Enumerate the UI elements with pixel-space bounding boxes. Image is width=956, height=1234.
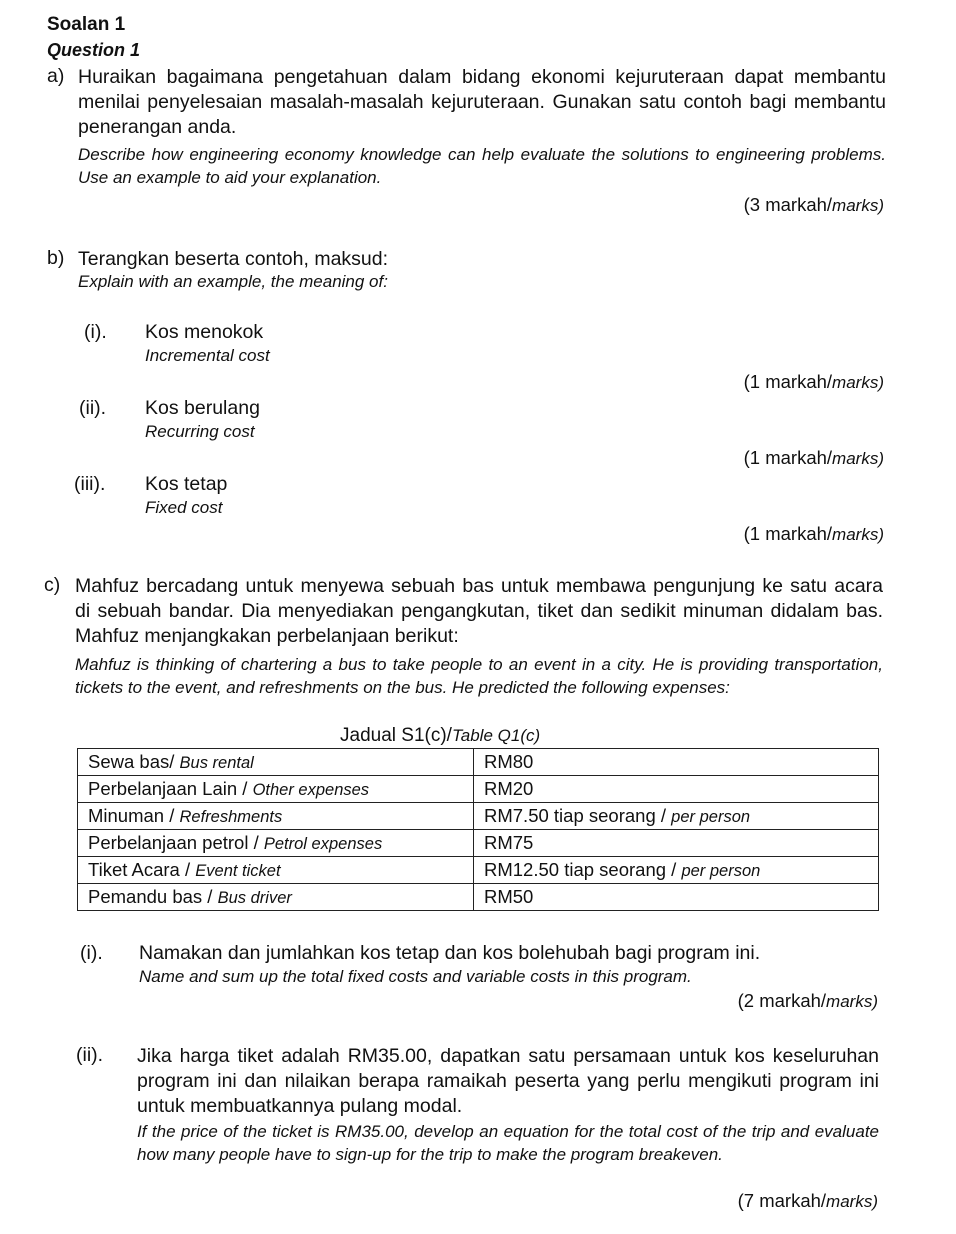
part-a-text-en: Describe how engineering economy knowledge can help evaluate the solutions to engineering problems. Use an example to aid your explanation. (78, 145, 886, 187)
table-row (78, 776, 879, 803)
part-b-item-term-en: Incremental cost (145, 346, 270, 365)
part-b-item-term-en: Fixed cost (145, 498, 223, 517)
part-b-item-term-en: Recurring cost (145, 422, 255, 441)
table-row (78, 803, 879, 830)
part-b-item-term: Kos menokok (145, 321, 264, 343)
expense-item: Perbelanjaan Lain / Other expenses (78, 776, 474, 803)
part-b-item-num: (i). (84, 321, 107, 343)
part-b-item-marks: (1 markah/marks) (743, 523, 884, 544)
expense-cost: RM12.50 tiap seorang / per person (474, 857, 879, 884)
part-b-item-term: Kos berulang (145, 397, 260, 419)
part-c-item-text-en: If the price of the ticket is RM35.00, develop an equation for the total cost of the trip and evaluate how many people have to sign-up for the trip to make the program breakeven. (137, 1122, 879, 1164)
question-title: Soalan 1 (47, 14, 126, 35)
expense-cost: RM50 (474, 884, 879, 911)
expense-cost: RM80 (474, 749, 879, 776)
part-b-item-term: Kos tetap (145, 473, 228, 495)
table-row (78, 884, 879, 911)
expense-item: Pemandu bas / Bus driver (78, 884, 474, 911)
part-c-item-marks: (2 markah/marks) (737, 990, 878, 1011)
expense-cost: RM75 (474, 830, 879, 857)
expense-table (77, 748, 879, 911)
expense-item: Tiket Acara / Event ticket (78, 857, 474, 884)
part-b-item-num: (ii). (79, 397, 107, 419)
expense-item: Sewa bas/ Bus rental (78, 749, 474, 776)
part-b-text: Terangkan beserta contoh, maksud: (78, 248, 389, 270)
part-c-item-num: (i). (80, 942, 103, 964)
part-b-text-en: Explain with an example, the meaning of: (78, 272, 388, 291)
part-c-label: c) (44, 574, 61, 596)
part-b-item-num: (iii). (74, 473, 106, 495)
table-row (78, 749, 879, 776)
part-c-item-num: (ii). (76, 1044, 104, 1066)
part-c-item-text: Jika harga tiket adalah RM35.00, dapatkan satu persamaan untuk kos keseluruhan program ini dan nilaikan berapa ramaikah peserta yang perlu mengikuti program ini untuk membuatkannya pulang modal. (137, 1045, 879, 1117)
expense-cost: RM20 (474, 776, 879, 803)
part-a-text: Huraikan bagaimana pengetahuan dalam bidang ekonomi kejuruteraan dapat membantu menilai penyelesaian masalah-masalah kejuruteraan. Gunakan satu contoh bagi membantu penerangan anda. (78, 66, 886, 138)
part-c-text: Mahfuz bercadang untuk menyewa sebuah bas untuk membawa pengunjung ke satu acara di sebuah bandar. Dia menyediakan pengangkutan, tiket dan sedikit minuman didalam bas. Mahfuz menjangkakan perbelanjaan berikut: (75, 575, 883, 647)
part-c-item-text-en: Name and sum up the total fixed costs and variable costs in this program. (139, 967, 692, 986)
question-title-en: Question 1 (47, 40, 141, 60)
expense-cost: RM7.50 tiap seorang / per person (474, 803, 879, 830)
part-b-label: b) (47, 247, 65, 269)
part-c-item-text: Namakan dan jumlahkan kos tetap dan kos bolehubah bagi program ini. (139, 942, 761, 964)
part-a-marks: (3 markah/marks) (743, 194, 884, 215)
part-a-label: a) (47, 65, 65, 87)
expense-item: Perbelanjaan petrol / Petrol expenses (78, 830, 474, 857)
expense-item: Minuman / Refreshments (78, 803, 474, 830)
part-b-item-marks: (1 markah/marks) (743, 447, 884, 468)
part-c-item-marks: (7 markah/marks) (737, 1190, 878, 1211)
table-row (78, 830, 879, 857)
part-b-item-marks: (1 markah/marks) (743, 371, 884, 392)
part-c-text-en: Mahfuz is thinking of chartering a bus to take people to an event in a city. He is providing transportation, tickets to the event, and refreshments on the bus. He predicted the following expenses: (75, 655, 883, 697)
table-caption: Jadual S1(c)/Table Q1(c) (340, 725, 541, 746)
table-row (78, 857, 879, 884)
